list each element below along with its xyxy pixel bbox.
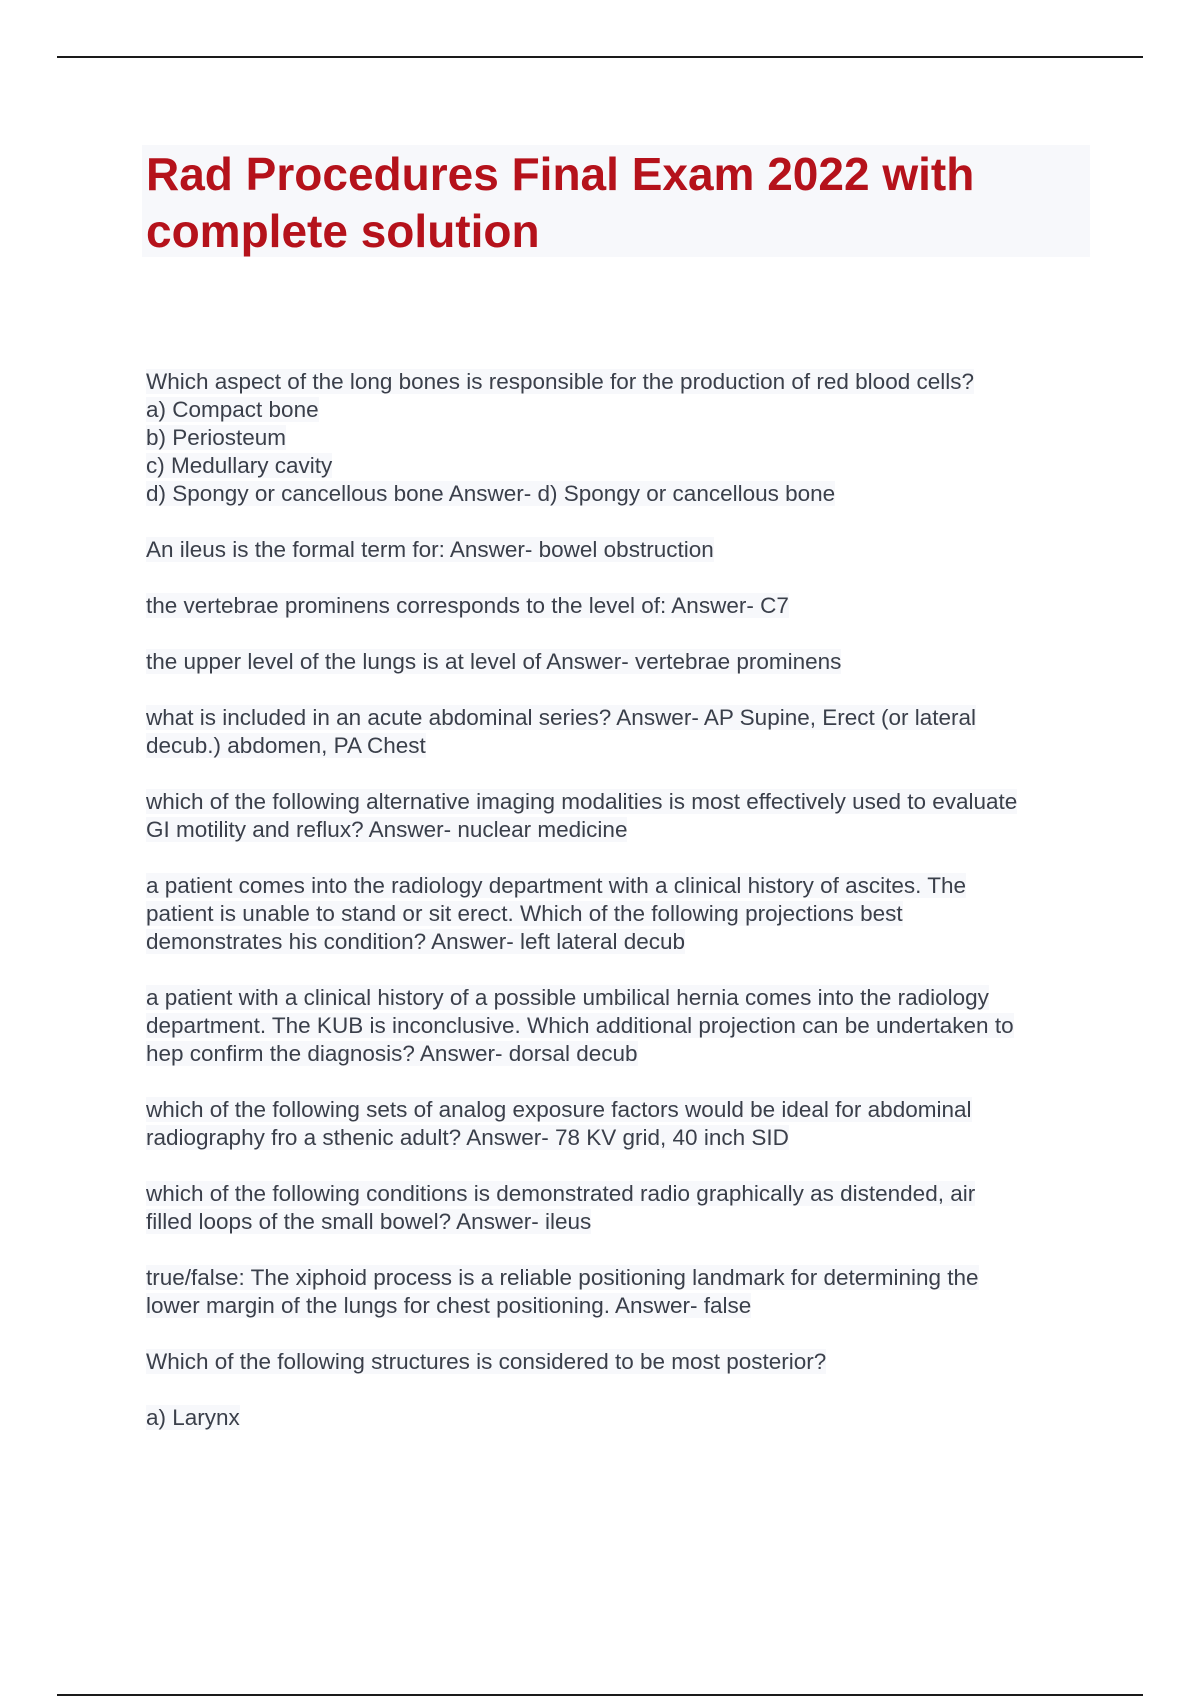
qa-item xyxy=(146,1264,1086,1320)
qa-line: which of the following alternative imaging modalities is most effectively used to evaluate xyxy=(146,789,1018,814)
qa-list xyxy=(146,368,1086,1460)
qa-line: what is included in an acute abdominal series? Answer- AP Supine, Erect (or lateral xyxy=(146,705,977,730)
qa-item xyxy=(146,872,1086,956)
qa-line: Which aspect of the long bones is responsible for the production of red blood cells? xyxy=(146,369,974,394)
qa-line: a patient with a clinical history of a possible umbilical hernia comes into the radiology xyxy=(146,985,989,1010)
qa-item xyxy=(146,704,1086,760)
qa-line: hep confirm the diagnosis? Answer- dorsal decub xyxy=(146,1041,638,1066)
qa-line: patient is unable to stand or sit erect. Which of the following projections best xyxy=(146,901,903,926)
qa-item xyxy=(146,592,1086,620)
qa-line: the upper level of the lungs is at level of Answer- vertebrae prominens xyxy=(146,649,842,674)
qa-line: department. The KUB is inconclusive. Which additional projection can be undertaken to xyxy=(146,1013,1014,1038)
qa-line: Which of the following structures is considered to be most posterior? xyxy=(146,1349,827,1374)
qa-line: d) Spongy or cancellous bone Answer- d) Spongy or cancellous bone xyxy=(146,481,836,506)
qa-line: which of the following conditions is demonstrated radio graphically as distended, air xyxy=(146,1181,976,1206)
qa-item xyxy=(146,788,1086,844)
qa-line: a) Compact bone xyxy=(146,397,319,422)
qa-line: a) Larynx xyxy=(146,1405,240,1430)
qa-item xyxy=(146,648,1086,676)
qa-item xyxy=(146,1348,1086,1376)
title-line: Rad Procedures Final Exam 2022 with xyxy=(146,148,975,200)
qa-line: GI motility and reflux? Answer- nuclear medicine xyxy=(146,817,628,842)
qa-line: the vertebrae prominens corresponds to the level of: Answer- C7 xyxy=(146,593,789,618)
qa-item xyxy=(146,1180,1086,1236)
qa-line: true/false: The xiphoid process is a reliable positioning landmark for determining the xyxy=(146,1265,979,1290)
qa-line: filled loops of the small bowel? Answer- ileus xyxy=(146,1209,592,1234)
qa-item xyxy=(146,1096,1086,1152)
qa-line: which of the following sets of analog exposure factors would be ideal for abdominal xyxy=(146,1097,972,1122)
title-line: complete solution xyxy=(146,205,540,257)
qa-item xyxy=(146,368,1086,508)
qa-line: An ileus is the formal term for: Answer- bowel obstruction xyxy=(146,537,714,562)
bottom-rule xyxy=(57,1694,1143,1696)
qa-line: c) Medullary cavity xyxy=(146,453,333,478)
qa-item xyxy=(146,984,1086,1068)
qa-line: radiography fro a sthenic adult? Answer- 78 KV grid, 40 inch SID xyxy=(146,1125,789,1150)
qa-line: b) Periosteum xyxy=(146,425,287,450)
qa-line: demonstrates his condition? Answer- left lateral decub xyxy=(146,929,686,954)
qa-item xyxy=(146,1404,1086,1432)
qa-item xyxy=(146,536,1086,564)
document-title xyxy=(146,146,1086,260)
qa-line: decub.) abdomen, PA Chest xyxy=(146,733,426,758)
qa-line: lower margin of the lungs for chest positioning. Answer- false xyxy=(146,1293,752,1318)
qa-line: a patient comes into the radiology department with a clinical history of ascites. The xyxy=(146,873,967,898)
top-rule xyxy=(57,56,1143,58)
